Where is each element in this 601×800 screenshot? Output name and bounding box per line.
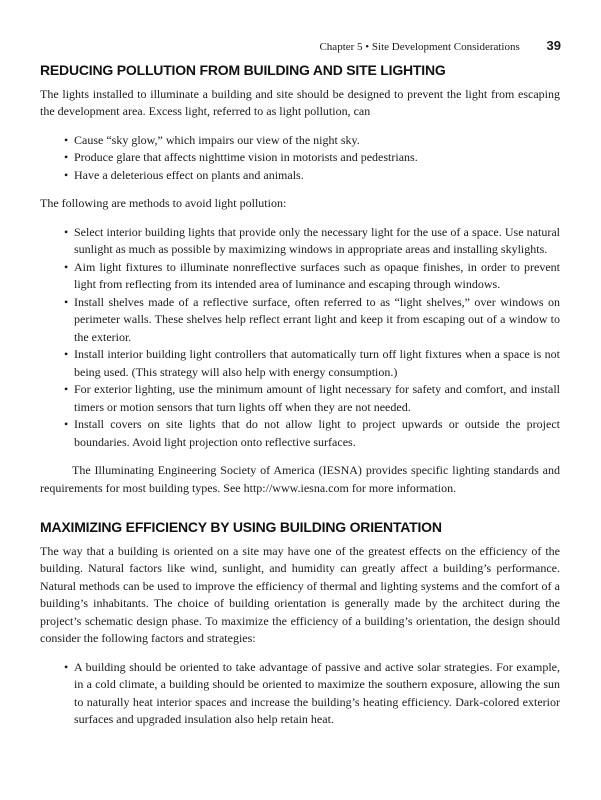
list-item: • Have a deleterious effect on plants and animals. [64, 167, 560, 185]
header-separator: • [365, 41, 370, 53]
section-heading-orientation: MAXIMIZING EFFICIENCY BY USING BUILDING ORIENTATION [40, 519, 442, 535]
orientation-paragraph: The way that a building is oriented on a site may have one of the greatest effects on the efficiency of the building. Natural factors like wind, sunlight, and humidity can greatly affect a building’s performance. Natural methods can be used to improve the efficiency of thermal and lighting systems and the comfort of a building’s inhabitants. The choice of building orientation is generally made by the architect during the project’s schematic design phase. To maximize the efficiency of a building’s orientation, the design should consider the following factors and strategies: [40, 543, 560, 645]
running-head [40, 38, 561, 53]
iesna-paragraph: The Illuminating Engineering Society of America (IESNA) provides specific lighting standards and requirements for most building types. See http://www.iesna.com for more information. [40, 463, 560, 495]
list-item: • Produce glare that affects nighttime vision in motorists and pedestrians. [64, 149, 560, 167]
list-item: • Install covers on site lights that do not allow light to project upwards or outside the project boundaries. Avoid light projection onto reflective surfaces. [64, 416, 560, 451]
list-item: • Aim light fixtures to illuminate nonreflective surfaces such as opaque finishes, in order to prevent light from reflecting from its intended area of luminance and escaping through windows. [64, 259, 560, 294]
chapter-title: Site Development Considerations [371, 41, 520, 53]
methods-list [40, 224, 560, 452]
list-item: • Cause “sky glow,” which impairs our view of the night sky. [64, 132, 560, 150]
list-item: • Select interior building lights that provide only the necessary light for the use of a space. Use natural sunlight as much as possible by maximizing windows in appropriate areas and installing skylights. [64, 224, 560, 259]
list-item: • A building should be oriented to take advantage of passive and active solar strategies. For example, in a cold climate, a building should be oriented to maximize the southern exposure, allowing the sun to naturally heat interior spaces and increase the building’s heating efficiency. Dark-colored exterior surfaces and upgraded insulation also help retain heat. [64, 659, 560, 729]
list-item: • Install interior building light controllers that automatically turn off light fixtures when a space is not being used. (This strategy will also help with energy consumption.) [64, 346, 560, 381]
methods-intro: The following are methods to avoid light pollution: [40, 196, 287, 210]
strategies-list [40, 659, 560, 729]
list-item: • Install shelves made of a reflective surface, often referred to as “light shelves,” over windows on perimeter walls. These shelves help reflect errant light and keep it from escaping out of a window to the exterior. [64, 294, 560, 347]
page-number: 39 [546, 38, 561, 53]
effects-list [40, 132, 560, 185]
intro-paragraph: The lights installed to illuminate a building and site should be designed to prevent the light from escaping the development area. Excess light, referred to as light pollution, can [40, 86, 560, 118]
list-item: • For exterior lighting, use the minimum amount of light necessary for safety and comfort, and install timers or motion sensors that turn lights off when they are not needed. [64, 381, 560, 416]
chapter-label: Chapter 5 [319, 41, 363, 53]
section-heading-light-pollution: REDUCING POLLUTION FROM BUILDING AND SITE LIGHTING [40, 62, 446, 78]
page-content [40, 62, 560, 740]
